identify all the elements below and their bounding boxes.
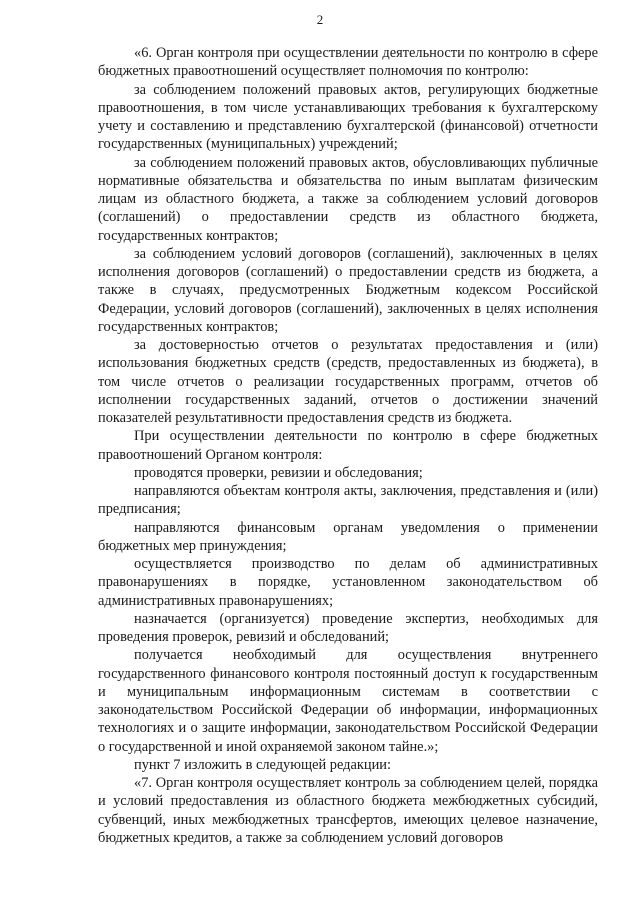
- paragraph-expert-examinations: назначается (организуется) проведение экспертиз, необходимых для проведения проверок, ревизий и обследований;: [98, 610, 598, 645]
- paragraph-public-obligations-control: за соблюдением положений правовых актов, обусловливающих публичные нормативные обязательства и обязательства по иным выплатам физическим лицам из областного бюджета, а также за соблюдением условий договоров (соглашений) о предоставлении средств из областного бюджета, государственных контрактов;: [98, 154, 598, 244]
- paragraph-administrative-offences: осуществляется производство по делам об административных правонарушениях в порядке, установленном законодательством об административных правонарушениях;: [98, 556, 598, 609]
- paragraph-accounting-control: за соблюдением положений правовых актов, регулирующих бюджетные правоотношения, в том числе устанавливающих требования к бухгалтерскому учету и составлению и представлению бухгалтерской (финансовой) отчетности государственных (муниципальных) учреждений;: [98, 81, 598, 153]
- page-number: 2: [316, 12, 324, 27]
- paragraph-contract-conditions-control: за соблюдением условий договоров (соглашений), заключенных в целях исполнения договоров (соглашений) о предоставлении средств из бюджета, а также в случаях, предусмотренных Бюджетным кодексом Российской Федерации, условий договоров (соглашений), заключенных в целях исполнения государственных контрактов;: [98, 245, 598, 335]
- paragraph-item-7-amendment: пункт 7 изложить в следующей редакции:: [134, 756, 391, 773]
- paragraph-inspections: проводятся проверки, ревизии и обследования;: [134, 464, 423, 481]
- paragraph-item-6-intro: «6. Орган контроля при осуществлении деятельности по контролю в сфере бюджетных правоотношений осуществляет полномочия по контролю:: [98, 45, 598, 80]
- paragraph-acts-and-orders: направляются объектам контроля акты, заключения, представления и (или) предписания;: [98, 483, 598, 518]
- paragraph-information-systems-access: получается необходимый для осуществления внутреннего государственного финансового контроля постоянный доступ к государственным и муниципальным информационным системам в соответствии с законодательством Российской Федерации об информации, информационных технологиях и о защите информации, законодательством Российской Федерации о государственной и иной охраняемой законом тайне.»;: [98, 647, 598, 755]
- paragraph-control-activities-intro: При осуществлении деятельности по контролю в сфере бюджетных правоотношений Органом контроля:: [98, 428, 598, 463]
- document-body: [98, 44, 598, 847]
- paragraph-item-7-text: «7. Орган контроля осуществляет контроль за соблюдением целей, порядка и условий предоставления из областного бюджета межбюджетных субсидий, субвенций, иных межбюджетных трансфертов, имеющих целевое назначение, бюджетных кредитов, а также за соблюдением условий договоров: [98, 775, 598, 846]
- paragraph-coercion-notices: направляются финансовым органам уведомления о применении бюджетных мер принуждения;: [98, 519, 598, 554]
- paragraph-reports-reliability-control: за достоверностью отчетов о результатах предоставления и (или) использования бюджетных средств (средств, предоставленных из бюджета), в том числе отчетов о реализации государственных программ, отчетов об исполнении государственных заданий, отчетов о достижении значений показателей результативности предоставления средств из бюджета.: [98, 337, 598, 426]
